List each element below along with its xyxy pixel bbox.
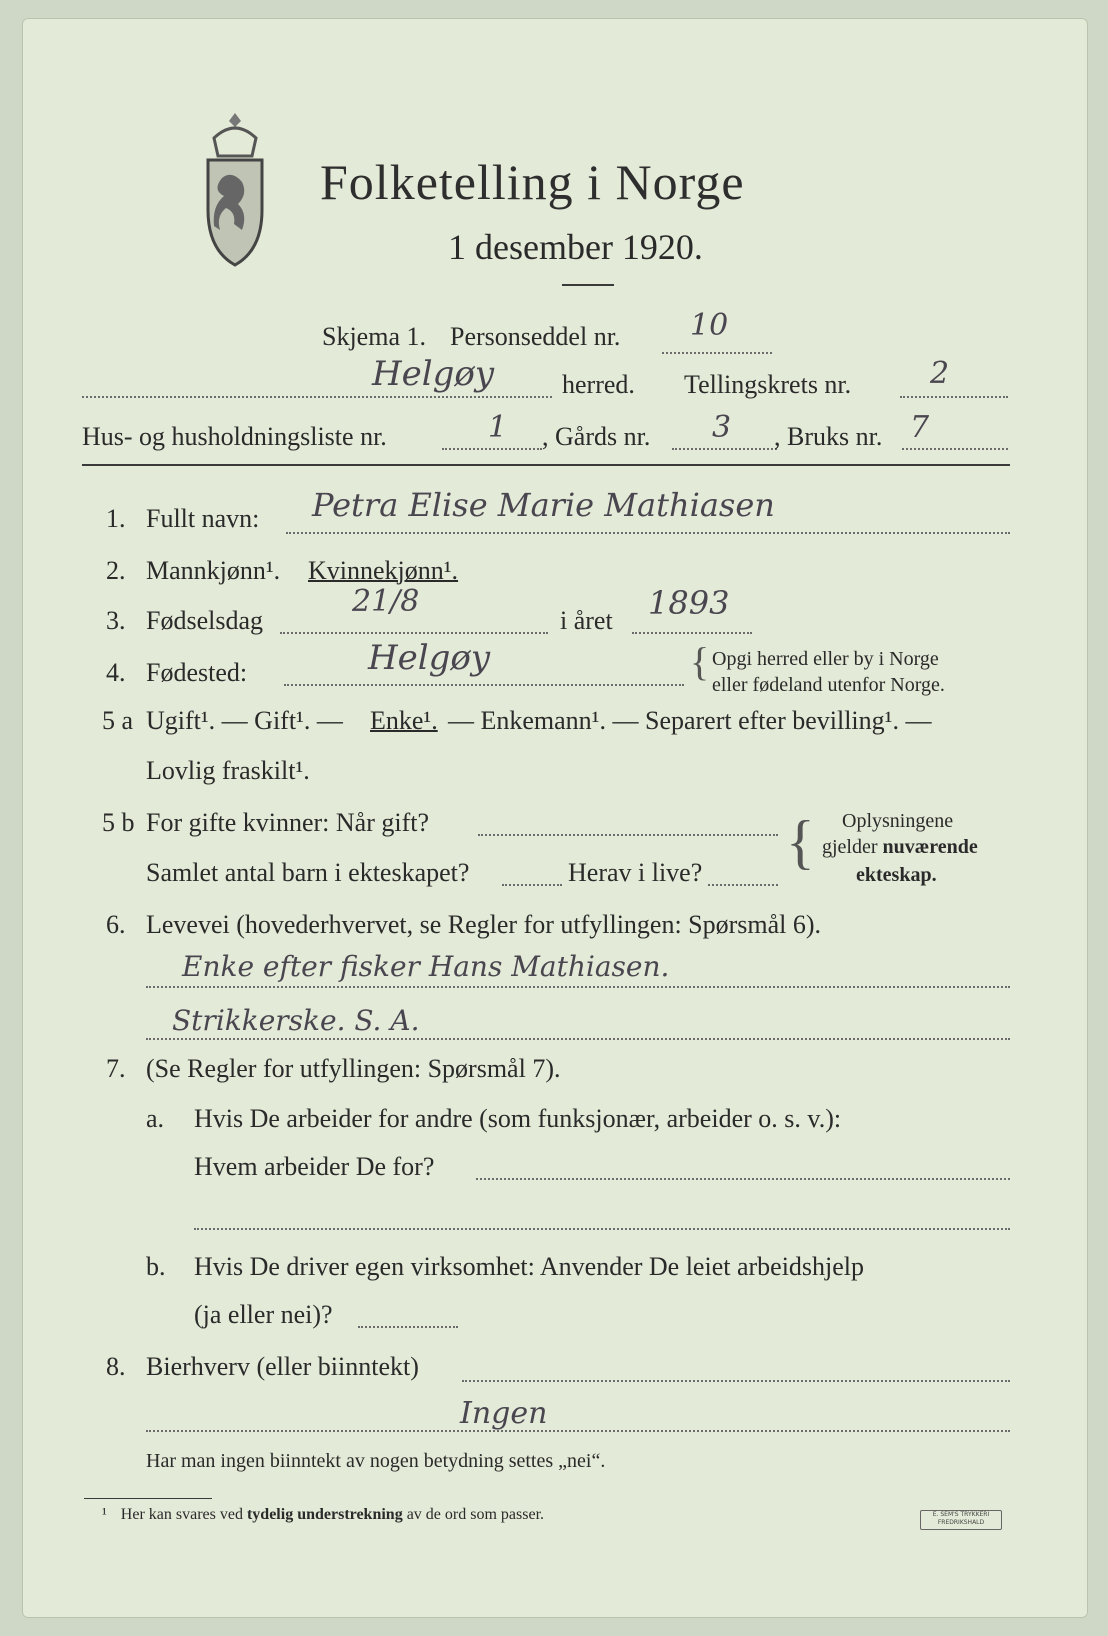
q5b-when-line [478,834,778,836]
q5a-rest: — Enkemann¹. — Separert efter bevilling¹. — [448,706,932,735]
census-date: 1 desember 1920. [448,227,703,267]
q8-note: Har man ingen biinntekt av nogen betydning settes „nei“. [146,1450,606,1472]
q1-label: Fullt navn: [146,504,260,533]
q6-line-2 [146,1038,1010,1040]
bruks-line [902,448,1008,450]
q5b-note-2a: gjelder [822,836,883,858]
q7a-label: Hvis De arbeider for andre (som funksjonær, arbeider o. s. v.): [194,1104,842,1133]
hus-line [442,448,542,450]
census-form [22,18,1088,1618]
gards-label: , Gårds nr. [542,422,651,451]
q3-year-line [632,632,752,634]
q7a-line-1 [476,1178,1010,1180]
page-title: Folketelling i Norge [320,154,745,210]
q8-number: 8. [106,1352,126,1381]
q5a-enke: Enke¹. [370,706,438,735]
q5a-line2: Lovlig fraskilt¹. [146,756,310,785]
q7a-line-2 [194,1228,1010,1230]
tellingskrets-label: Tellingskrets nr. [684,370,852,399]
q7b-answer-line [358,1326,458,1328]
herred-line [82,396,552,398]
q4-label: Fødested: [146,658,248,687]
q5b-note-1: Oplysningene [842,810,954,832]
gards-line [672,448,777,450]
q2-male: Mannkjønn¹. [146,556,281,585]
q6-value-1: Enke efter fisker Hans Mathiasen. [182,950,670,983]
q7b-letter: b. [146,1252,166,1281]
q3-year-label: i året [560,606,613,635]
q5b-alive-label: Herav i live? [568,858,703,887]
personseddel-line [662,352,772,354]
q7a-line2: Hvem arbeider De for? [194,1152,435,1181]
q5b-alive-line [708,884,778,886]
q5b-note-2b: nuværende [882,836,978,858]
footnote-text-a: Her kan svares ved [120,1506,247,1523]
q1-value: Petra Elise Marie Mathiasen [312,486,775,524]
q4-note-1: Opgi herred eller by i Norge [712,648,939,670]
bruks-value: 7 [910,410,930,445]
skjema-label: Skjema 1. [322,322,426,351]
q6-label: Levevei (hovederhvervet, se Regler for utfyllingen: Spørsmål 6). [146,910,822,939]
hus-value: 1 [488,410,508,445]
footnote-mark: ¹ [102,1506,107,1523]
tellingskrets-line [900,396,1008,398]
q8-line-2 [146,1430,1010,1432]
q4-note-2: eller fødeland utenfor Norge. [712,674,945,696]
q5b-note-3: ekteskap. [856,864,937,886]
q6-line-1 [146,986,1010,988]
q4-brace: { [690,639,710,684]
q5b-brace: { [786,809,815,875]
q5b-number: 5 b [102,808,135,837]
hus-label: Hus- og husholdningsliste nr. [82,422,387,451]
coat-of-arms-icon [200,108,270,268]
q5b-note-2 [822,836,978,859]
q7b-label: Hvis De driver egen virksomhet: Anvender De leiet arbeidshjelp [194,1252,865,1281]
q5b-label: For gifte kvinner: Når gift? [146,808,430,837]
q4-line [284,684,684,686]
printer-stamp-line-2: FREDRIKSHALD [937,1519,985,1526]
gards-value: 3 [712,410,732,445]
footnote-divider [84,1498,212,1499]
q3-year-value: 1893 [648,584,730,622]
q1-number: 1. [106,504,126,533]
q6-number: 6. [106,910,126,939]
title-divider [562,284,614,286]
q6-value-2: Strikkerske. S. A. [172,1004,420,1037]
q7-label: (Se Regler for utfyllingen: Spørsmål 7). [146,1054,561,1083]
footnote [102,1506,544,1524]
footnote-text-c: av de ord som passer. [402,1506,545,1523]
header-divider [82,464,1010,466]
q7b-line2: (ja eller nei)? [194,1300,333,1329]
printer-stamp [920,1510,1002,1530]
q8-value: Ingen [460,1396,548,1431]
footnote-text-b: tydelig understrekning [246,1506,403,1523]
herred-label: herred. [562,370,635,399]
q3-label: Fødselsdag [146,606,263,635]
q3-line [280,632,548,634]
q2-number: 2. [106,556,126,585]
q3-value: 21/8 [352,584,420,619]
q7-number: 7. [106,1054,126,1083]
q4-number: 4. [106,658,126,687]
q5b-children-line [502,884,562,886]
q2-female: Kvinnekjønn¹. [308,556,459,585]
q3-number: 3. [106,606,126,635]
q8-line-1 [462,1380,1010,1382]
personseddel-label: Personseddel nr. [450,322,621,351]
q5a-ugift-gift: Ugift¹. — Gift¹. — [146,706,343,735]
bruks-label: , Bruks nr. [774,422,883,451]
q8-label: Bierhverv (eller biinntekt) [146,1352,419,1381]
printer-stamp-line-1: E. SEM'S TRYKKERI [932,1511,990,1518]
herred-value: Helgøy [372,354,495,394]
q5a-number: 5 a [102,706,134,735]
q7a-letter: a. [146,1104,165,1133]
tellingskrets-value: 2 [930,356,950,391]
q1-line [286,532,1010,534]
personseddel-value: 10 [690,308,729,343]
q5b-children-label: Samlet antal barn i ekteskapet? [146,858,470,887]
q4-value: Helgøy [368,638,491,678]
